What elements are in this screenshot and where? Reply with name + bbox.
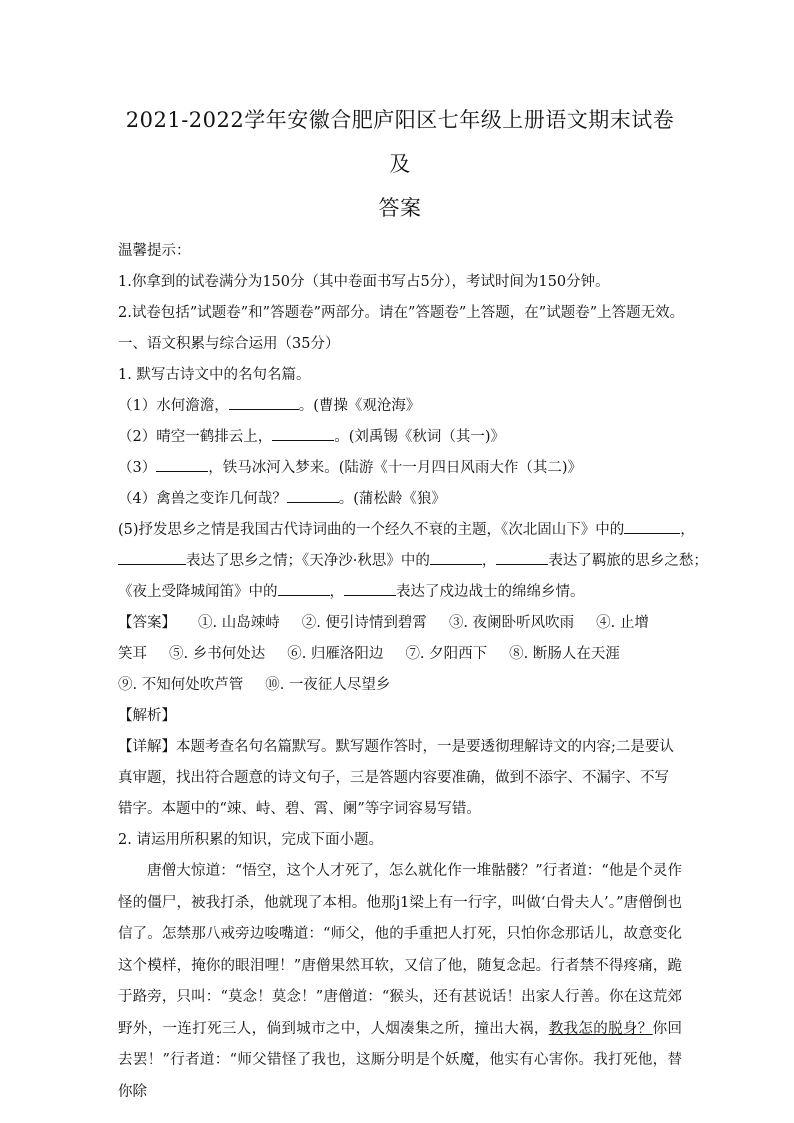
- q2-passage: [118, 856, 682, 1108]
- q1-sub-5-line-2: [118, 546, 708, 577]
- q1-sub-4-source: 。(蒲松龄《狼》: [338, 491, 446, 507]
- q1-sub-1-text: （1）水何澹澹，: [118, 398, 229, 414]
- q1-sub-3-text: ，铁马冰河入梦来。(陆游《十一月四日风雨大作（其二)》: [208, 460, 583, 476]
- answer-item: ⑨. 不知何处吹芦管: [118, 677, 244, 693]
- q1-sub-5-comma: ，: [329, 584, 344, 600]
- q1-sub-5-text-a: (5)抒发思乡之情是我国古代诗词曲的一个经久不衰的主题，《次北固山下》中的: [118, 522, 625, 538]
- q1-sub-5-line-1: [118, 515, 695, 546]
- q1-sub-2-source: 。(刘禹锡《秋词（其一)》: [334, 429, 506, 445]
- answer-item: ①. 山岛竦峙: [198, 615, 280, 631]
- answer-item: ③. 夜阑卧听风吹雨: [448, 615, 575, 631]
- analysis-detail: 【详解】本题考查名句名篇默写。默写题作答时，一是要透彻理解诗文的内容;二是要认真审题，找出符合题意的诗文句子，三是答题内容要准确，做到不添字、不漏字、不写错字。本题中的“竦、峙、碧、霄、阑”等字词容易写错。: [118, 739, 674, 817]
- q2-passage-text: 唐僧大惊道：“悟空，这个人才死了，怎么就化作一堆骷髅？”行者道：“他是个灵作怪的僵尸，被我打杀，他就现了本相。他那j1梁上有一行字，叫做‘白骨夫人’。”唐僧倒也信了。怎禁那八戒旁边唆嘴道：“师父，他的手重把人打死，只怕你念那话儿，故意变化这个模样，掩你的眼泪哩！”唐僧果然耳软，又信了他，随复念起。行者禁不得疼痛，跪于路旁，只叫：“莫念！莫念！”唐僧道：“猴头，还有甚说话！出家人行善。你在这荒郊野外，一连打死三人，倘到城市之中，人烟凑集之所，撞出大祸，: [118, 863, 682, 1037]
- answer-item: 笑耳: [118, 646, 147, 662]
- title-line-1: 2021-2022学年安徽合肥庐阳区七年级上册语文期末试卷及: [125, 108, 675, 176]
- answer-item: ⑤. 乡书何处达: [169, 646, 266, 662]
- answer-line-3: [118, 670, 682, 701]
- answer-item: ⑥. 归雁洛阳边: [287, 646, 384, 662]
- q2-stem: 2. 请运用所积累的知识，完成下面小题。: [118, 832, 383, 848]
- answer-item: ⑦. 夕阳西下: [405, 646, 488, 662]
- answer-item: ⑩. 一夜征人尽望乡: [265, 677, 391, 693]
- q1-sub-5-text-d: 《夜上受降城闻笛》中的: [118, 584, 278, 600]
- q2-passage-underlined: 教我怎的脱身？: [548, 1020, 653, 1037]
- answer-item: ②. 便引诗情到碧霄: [301, 615, 427, 631]
- answer-line-2: [118, 639, 682, 670]
- answer-blank: [624, 518, 680, 534]
- q1-sub-5-line-3: [118, 577, 682, 608]
- q1-sub-5-text-e: 表达了戍边战士的绵绵乡情。: [396, 584, 585, 600]
- q1-sub-2-text: （2）晴空一鹤排云上，: [118, 429, 273, 445]
- q1-sub-5-text-c: 表达了羁旅的思乡之愁；: [548, 553, 708, 569]
- q1-sub-1: [118, 391, 682, 422]
- q1-sub-4-text: （4）禽兽之变诈几何哉？: [118, 491, 287, 507]
- answer-blank: [496, 549, 548, 565]
- tips-heading: 温馨提示：: [118, 243, 191, 259]
- document-title: [118, 98, 682, 230]
- q2-passage-text-continued: 你回去罢！”行者道：“师父错怪了我也，这厮分明是个妖魔，他实有心害你。我打死他，替你除: [118, 1020, 683, 1100]
- q1-sub-5-comma: ，: [481, 553, 497, 569]
- q1-sub-5-text-b: 表达了思乡之情；《天净沙·秋思》中的: [186, 553, 430, 569]
- q1-sub-3: [118, 453, 682, 484]
- answer-line-1: [118, 608, 682, 639]
- answer-blank: [156, 456, 208, 472]
- answer-blank: [118, 549, 186, 565]
- answer-blank: [272, 425, 334, 441]
- q1-sub-5-comma: ，: [680, 522, 695, 538]
- q1-sub-3-label: （3）: [118, 460, 157, 476]
- q1-sub-4: [118, 484, 682, 515]
- tip-2: 2.试卷包括”试题卷”和”答题卷”两部分。请在”答题卷”上答题，在”试题卷”上答题无效。: [118, 305, 685, 321]
- title-line-2: 答案: [378, 196, 422, 220]
- q1-sub-2: [118, 422, 682, 453]
- q1-sub-1-source: 。(曹操《观沧海》: [298, 398, 421, 414]
- analysis-label: 【解析】: [118, 708, 176, 724]
- answer-blank: [278, 580, 330, 596]
- answer-blank: [287, 487, 339, 503]
- answer-item: ④. 止增: [596, 615, 649, 631]
- tip-1: 1.你拿到的试卷满分为150分（其中卷面书写占5分），考试时间为150分钟。: [118, 274, 610, 290]
- q1-stem: 1. 默写古诗文中的名句名篇。: [118, 367, 311, 383]
- answer-item: ⑧. 断肠人在天涯: [509, 646, 620, 662]
- answer-blank: [229, 394, 299, 410]
- answer-label: 【答案】: [118, 615, 176, 631]
- answer-blank: [430, 549, 482, 565]
- section-1-heading: 一、语文积累与综合运用（35分）: [118, 336, 340, 352]
- answer-blank: [344, 580, 396, 596]
